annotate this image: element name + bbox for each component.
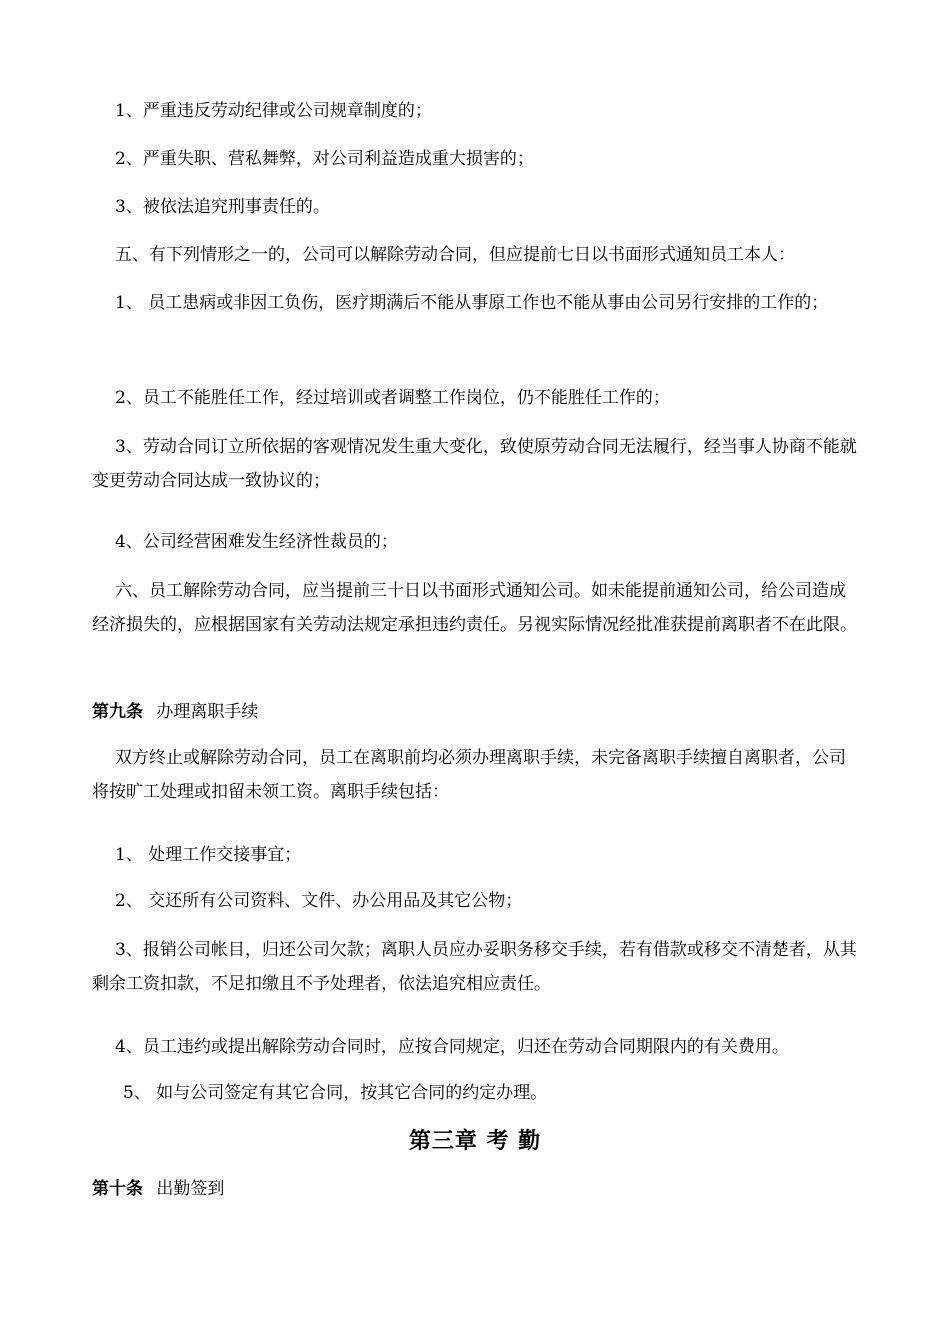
clause-line: 1、 员工患病或非因工负伤，医疗期满后不能从事原工作也不能从事由公司另行安排的工作的； bbox=[115, 293, 829, 313]
article-title: 办理离职手续 bbox=[156, 702, 259, 722]
clause-line: 4、公司经营困难发生经济性裁员的； bbox=[115, 532, 398, 552]
clause-line: 1、 处理工作交接事宜； bbox=[115, 845, 302, 865]
clause-heading-six: 六、员工解除劳动合同，应当提前三十日以书面形式通知公司。如未能提前通知公司，给公司造成经济损失的，应根据国家有关劳动法规定承担违约责任。另视实际情况经批准获提前离职者不在此限。 bbox=[92, 581, 857, 635]
clause-line: 3、报销公司帐目，归还公司欠款；离职人员应办妥职务移交手续，若有借款或移交不清楚者，从其剩余工资扣款，不足扣缴且不予处理者，依法追究相应责任。 bbox=[92, 940, 857, 994]
clause-line: 1、严重违反劳动纪律或公司规章制度的； bbox=[115, 101, 432, 121]
article-label: 第九条 bbox=[92, 702, 143, 722]
article-label: 第十条 bbox=[92, 1179, 143, 1199]
clause-line: 5、 如与公司签定有其它合同，按其它合同的约定办理。 bbox=[123, 1083, 548, 1103]
chapter-title: 第三章 考 勤 bbox=[408, 1129, 542, 1154]
paragraph: 双方终止或解除劳动合同，员工在离职前均必须办理离职手续，未完备离职手续擅自离职者，公司将按旷工处理或扣留未领工资。离职手续包括： bbox=[92, 748, 846, 802]
clause-line: 4、员工违约或提出解除劳动合同时，应按合同规定，归还在劳动合同期限内的有关费用。 bbox=[115, 1037, 789, 1057]
clause-line: 3、被依法追究刑事责任的。 bbox=[115, 197, 330, 217]
article-ten-heading bbox=[92, 1174, 224, 1204]
clause-line: 2、员工不能胜任工作，经过培训或者调整工作岗位，仍不能胜任工作的； bbox=[115, 388, 670, 408]
clause-line: 2、严重失职、营私舞弊，对公司利益造成重大损害的； bbox=[115, 149, 534, 169]
clause-line: 3、劳动合同订立所依据的客观情况发生重大变化，致使原劳动合同无法履行，经当事人协商不能就变更劳动合同达成一致协议的； bbox=[92, 437, 857, 491]
clause-line: 2、 交还所有公司资料、文件、办公用品及其它公物； bbox=[115, 891, 523, 911]
clause-heading-five: 五、有下列情形之一的，公司可以解除劳动合同，但应提前七日以书面形式通知员工本人： bbox=[115, 245, 795, 265]
article-title: 出勤签到 bbox=[156, 1179, 225, 1199]
article-nine-heading bbox=[92, 697, 258, 727]
